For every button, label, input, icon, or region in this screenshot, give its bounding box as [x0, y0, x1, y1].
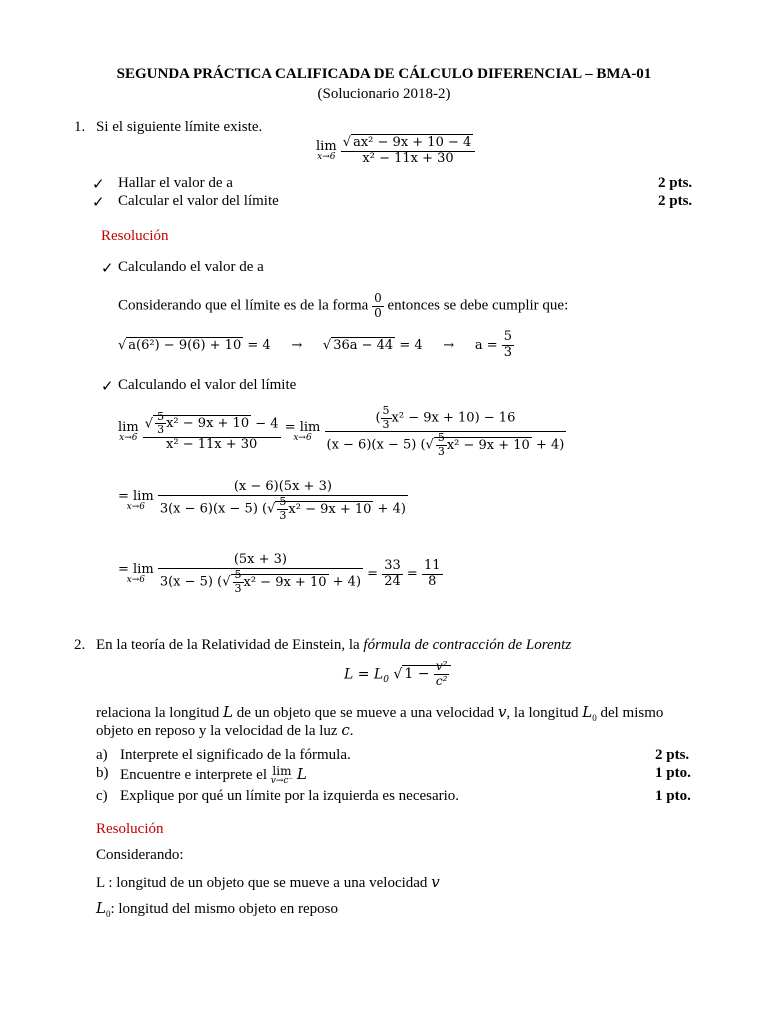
q1-step2-title: Calculando el valor del límite [118, 377, 297, 393]
checkmark-icon: ✓ [101, 261, 114, 277]
q2-part-a-letter: a) [96, 747, 108, 763]
q1-resolution-label: Resolución [101, 228, 169, 244]
q2-considering: Considerando: [96, 847, 184, 863]
q2-description-line-1: relaciona la longitud L de un objeto que se mueve a una velocidad v, la longitud $L_0$ del mismo [96, 703, 664, 723]
page-subtitle: (Solucionario 2018-2) [317, 86, 451, 102]
checkmark-icon: ✓ [92, 195, 105, 211]
q2-part-a-points: 2 pts. [655, 747, 690, 763]
q2-part-a-text: Interprete el significado de la fórmula. [120, 747, 351, 763]
q2-part-b-points: 1 pto. [655, 765, 691, 781]
q2-part-c-text: Explique por qué un límite por la izquierda es necesario. [120, 788, 460, 804]
q2-part-b-text: Encuentre e interprete el lim v→c⁻ L [120, 764, 307, 787]
q2-statement: En la teoría de la Relatividad de Einstein, la fórmula de contracción de Lorentz [96, 637, 572, 653]
q1-number: 1. [74, 119, 86, 135]
q1-task-1-points: 2 pts. [658, 175, 693, 191]
q2-definition-2: $L_0$: longitud del mismo objeto en reposo [96, 899, 338, 919]
q1-task-2-points: 2 pts. [658, 193, 693, 209]
q1-task-1: Hallar el valor de a [118, 175, 233, 191]
checkmark-icon: ✓ [101, 379, 114, 395]
q1-equation-a: √ a(6²) − 9(6) + 10 = 4 → √ 36a − 44 = 4 → a = $\frac{5}{3}$ [118, 329, 513, 360]
q1-limit-line-3: = lim x→6 (5x + 3) 3(x − 5) (√ $\frac{5}{3}$ x² − 9x + 10 + 4) = $\frac{33}{24}$ = $\frac{11}{8}$ [118, 552, 441, 595]
q1-step1-title: Calculando el valor de a [118, 259, 264, 275]
q2-definition-1: L : longitud de un objeto que se mueve a una velocidad v [96, 873, 440, 891]
checkmark-icon: ✓ [92, 177, 105, 193]
q2-resolution-label: Resolución [96, 821, 164, 837]
q1-limit-fraction: $\frac{\text{√ ax² − 9x + 10 − 4}}{\text{x² − 11x + 30}}$ [341, 136, 475, 167]
q2-number: 2. [74, 637, 86, 653]
q1-limit-line-1: lim x→6 √ $\frac{5}{3}$ x² − 9x + 10 − 4 x² − 11x + 30 = lim x→6 ( $\frac{5}{3}$ x² − 9x + 10) − 16 (x − 6)(x − 5) (√ $\frac{5}{3}$ x² − 9x + 10 + 4) [118, 404, 565, 458]
q1-limit-line-2: = lim x→6 (x − 6)(5x + 3) 3(x − 6)(x − 5) (√ $\frac{5}{3}$ x² − 9x + 10 + 4) [118, 479, 406, 522]
q1-step1-text: Considerando que el límite es de la forma $\frac{0}{0}$ entonces se debe cumplir que: [118, 291, 569, 320]
q1-lim: lim x→6 [316, 139, 337, 163]
q1-statement: Si el siguiente límite existe. [96, 119, 263, 135]
q2-part-b-letter: b) [96, 765, 109, 781]
lorentz-formula: $L = L_0$ √ 1 − $\frac{\text{v²}}{\text{c²}}$ [344, 660, 451, 689]
q2-description-line-2: objeto en reposo y la velocidad de la luz c. [96, 721, 354, 739]
q2-part-c-letter: c) [96, 788, 108, 804]
q2-part-c-points: 1 pto. [655, 788, 691, 804]
q1-limit-expression [316, 136, 475, 167]
page-title: SEGUNDA PRÁCTICA CALIFICADA DE CÁLCULO DIFERENCIAL – BMA-01 [116, 66, 652, 82]
q1-task-2: Calcular el valor del límite [118, 193, 279, 209]
